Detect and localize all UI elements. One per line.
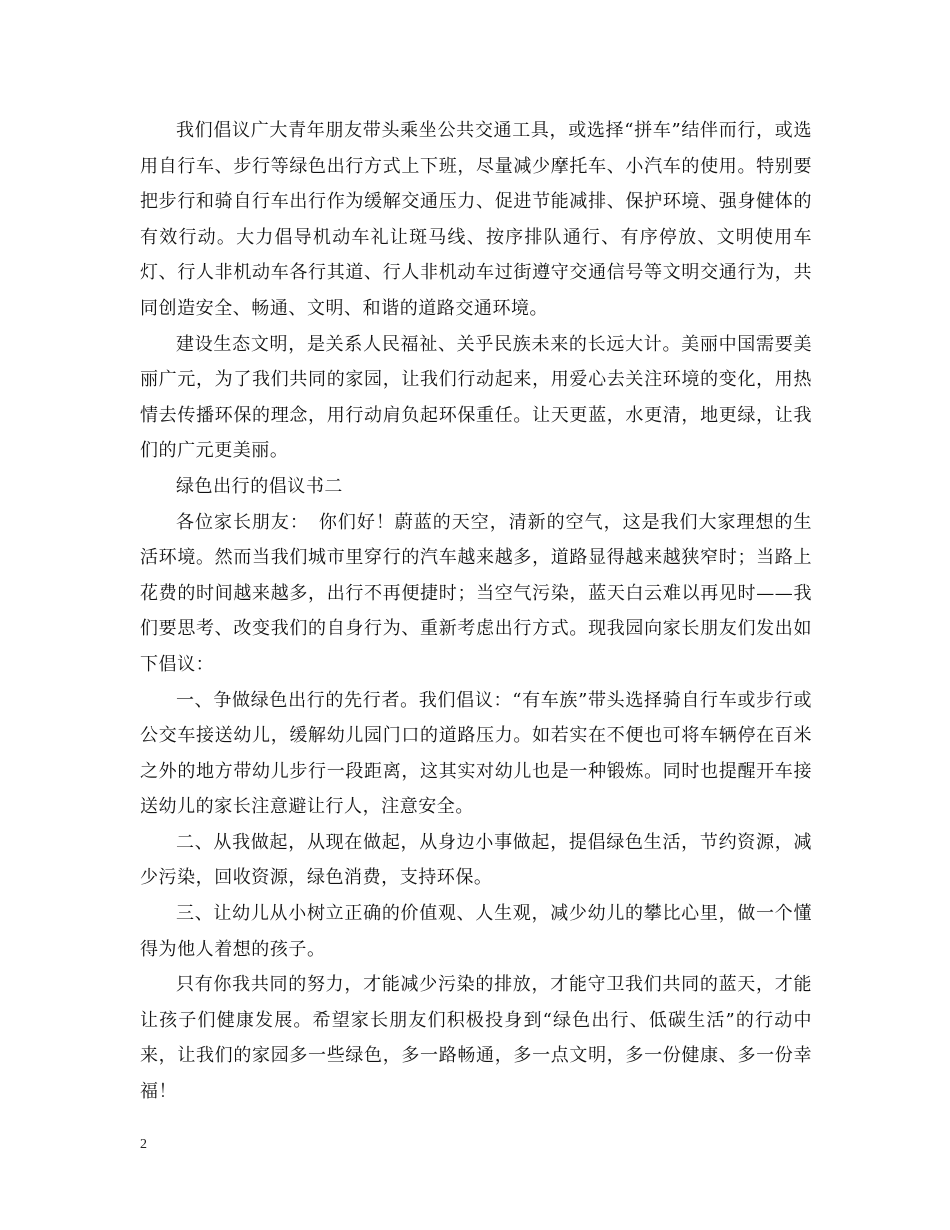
paragraph-ecological-civilization: 建设生态文明，是关系人民福祉、关乎民族未来的长远大计。美丽中国需要美丽广元，为了我们共同的家园，让我们行动起来，用爱心去关注环境的变化，用热情去传播环保的理念，用行动肩负起环保重任。让天更蓝，水更清，地更绿，让我们的广元更美丽。 [140,333,812,462]
page-number: 2 [140,1137,147,1152]
paragraph-closing: 只有你我共同的努力，才能减少污染的排放，才能守卫我们共同的蓝天，才能让孩子们健康发展。希望家长朋友们积极投身到“绿色出行、低碳生活”的行动中来，让我们的家园多一些绿色，多一路畅通，多一点文明，多一份健康、多一份幸福！ [140,974,812,1103]
document-body [140,113,812,1110]
section-heading: 绿色出行的倡议书二 [176,475,343,497]
paragraph-proposal-one: 一、争做绿色出行的先行者。我们倡议：“有车族”带头选择骑自行车或步行或公交车接送幼儿，缓解幼儿园门口的道路压力。如若实在不便也可将车辆停在百米之外的地方带幼儿步行一段距离，这其实对幼儿也是一种锻炼。同时也提醒开车接送幼儿的家长注意避让行人，注意安全。 [140,689,812,818]
paragraph-proposal-three: 三、让幼儿从小树立正确的价值观、人生观，减少幼儿的攀比心里，做一个懂得为他人着想的孩子。 [140,903,812,960]
paragraph-proposal-two: 二、从我做起，从现在做起，从身边小事做起，提倡绿色生活，节约资源，减少污染，回收资源，绿色消费，支持环保。 [140,831,812,889]
paragraph-greeting: 各位家长朋友： 你们好！蔚蓝的天空，清新的空气，这是我们大家理想的生活环境。然而当我们城市里穿行的汽车越来越多，道路显得越来越狭窄时；当路上花费的时间越来越多，出行不再便捷时；当空气污染，蓝天白云难以再见时——我们要思考、改变我们的自身行为、重新考虑出行方式。现我园向家长朋友们发出如下倡议： [140,511,812,675]
paragraph-carpool-proposal: 我们倡议广大青年朋友带头乘坐公共交通工具，或选择“拼车”结伴而行，或选用自行车、步行等绿色出行方式上下班，尽量减少摩托车、小汽车的使用。特别要把步行和骑自行车出行作为缓解交通压力、促进节能减排、保护环境、强身健体的有效行动。大力倡导机动车礼让斑马线、按序排队通行、有序停放、文明使用车灯、行人非机动车各行其道、行人非机动车过街遵守交通信号等文明交通行为，共同创造安全、畅通、文明、和谐的道路交通环境。 [140,120,812,319]
